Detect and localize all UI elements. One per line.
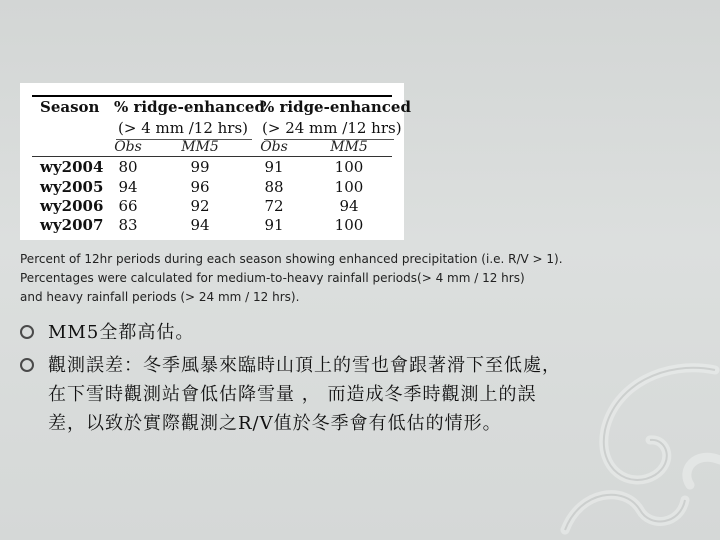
row-mm52: 100: [334, 216, 364, 234]
subheader-mm5-1: MM5: [181, 139, 219, 155]
row-obs2: 88: [264, 178, 284, 196]
subheader-mm5-2: MM5: [330, 139, 368, 155]
row-obs1: 94: [118, 178, 138, 196]
table-caption: [20, 250, 700, 307]
header-col2-sub: (> 24 mm /12 hrs): [262, 119, 402, 137]
row-mm52: 100: [334, 158, 364, 176]
row-obs1: 66: [118, 197, 138, 215]
caption-line: Percent of 12hr periods during each season showing enhanced precipitation (i.e. R/V > 1).: [20, 252, 563, 266]
row-mm52: 94: [339, 197, 359, 215]
header-season: Season: [40, 98, 100, 116]
row-season: wy2006: [40, 197, 104, 215]
row-season: wy2005: [40, 178, 104, 196]
table-header-bottom-rule: [32, 156, 392, 157]
row-mm51: 94: [190, 216, 210, 234]
row-season: wy2004: [40, 158, 104, 176]
row-mm51: 92: [190, 197, 210, 215]
subheader-obs-2: Obs: [260, 139, 288, 155]
bullet-text-line: 觀測誤差：冬季風暴來臨時山頂上的雪也會跟著滑下至低處，: [48, 355, 561, 376]
header-col1-title: % ridge-enhanced: [114, 98, 265, 116]
row-obs2: 91: [264, 158, 284, 176]
header-col2-title: % ridge-enhanced: [260, 98, 411, 116]
row-mm51: 99: [190, 158, 210, 176]
hollow-circle-bullet-icon: [20, 358, 34, 372]
row-obs1: 83: [118, 216, 138, 234]
data-table: [20, 83, 411, 240]
row-obs2: 72: [264, 197, 284, 215]
subheader-obs-1: Obs: [114, 139, 142, 155]
caption-line: Percentages were calculated for medium-to-heavy rainfall periods(> 4 mm / 12 hrs): [20, 271, 525, 285]
caption-line: and heavy rainfall periods (> 24 mm / 12 hrs).: [20, 290, 300, 304]
table-top-rule: [32, 95, 392, 97]
bullet-text-line: 差，以致於實際觀測之R/V值於冬季會有低估的情形。: [48, 413, 502, 434]
row-mm52: 100: [334, 178, 364, 196]
row-obs2: 91: [264, 216, 284, 234]
row-mm51: 96: [190, 178, 210, 196]
header-col1-sub: (> 4 mm /12 hrs): [118, 119, 249, 137]
row-season: wy2007: [40, 216, 104, 234]
row-obs1: 80: [118, 158, 138, 176]
bullet-text: MM5全都高估。: [48, 322, 195, 343]
bullet-text-line: 在下雪時觀測站會低估降雪量 ， 而造成冬季時觀測上的誤: [48, 384, 537, 405]
cloud-scroll-ornament-icon: [545, 340, 720, 540]
hollow-circle-bullet-icon: [20, 325, 34, 339]
